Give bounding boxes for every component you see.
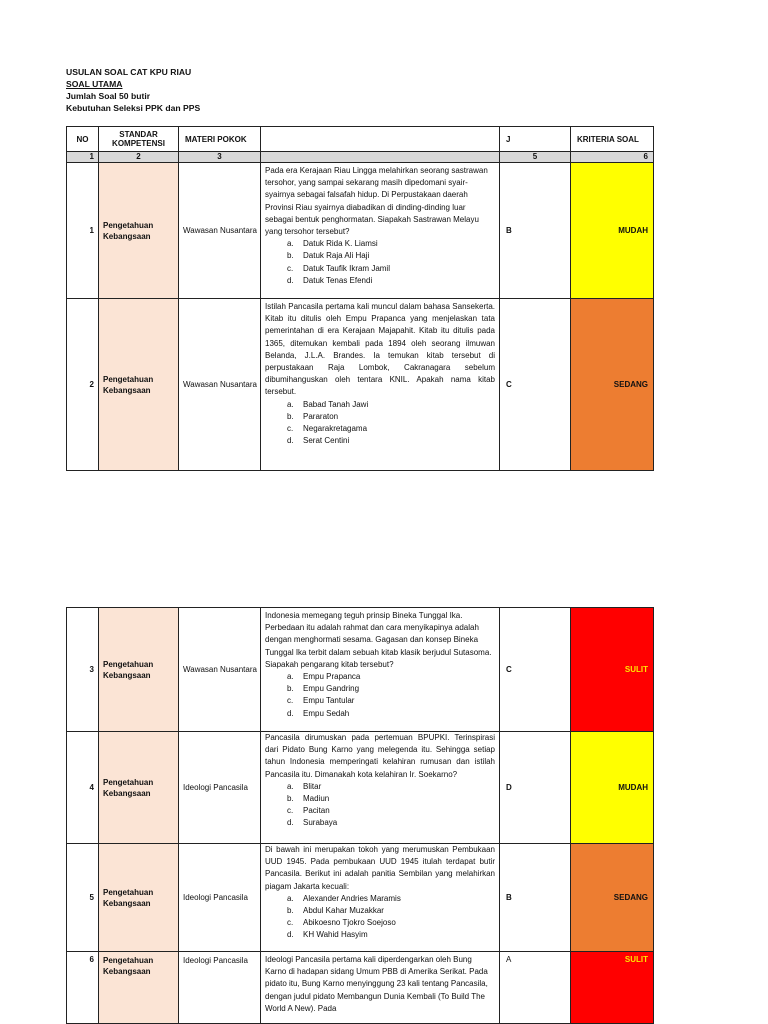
table-header-row <box>67 127 654 152</box>
standar-cell: Pengetahuan Kebangsaan <box>99 952 179 1024</box>
doc-title: USULAN SOAL CAT KPU RIAU <box>66 67 192 77</box>
doc-subtitle: SOAL UTAMA <box>66 79 123 89</box>
option-item: c. Empu Tantular <box>287 696 355 706</box>
materi-cell: Ideologi Pancasila <box>179 844 261 952</box>
option-list <box>265 781 495 830</box>
col-index: 1 <box>67 152 99 163</box>
option-item: c. Abikoesno Tjokro Soejoso <box>287 918 396 928</box>
option-item: d. Surabaya <box>287 818 338 828</box>
question-text: Di bawah ini merupakan tokoh yang merumuskan Pembukaan UUD 1945. Pada pembukaan UUD 1945 itulah terdapat butir Pancasila. Berikut ini adalah panitia Sembilan yang melahirkan piagam Jakarta kecuali: <box>265 845 495 891</box>
option-item: a. Empu Prapanca <box>287 672 361 682</box>
option-list <box>265 893 495 942</box>
question-cell <box>261 732 500 844</box>
option-list <box>265 238 495 287</box>
option-item: d. Serat Centini <box>287 436 350 446</box>
question-cell <box>261 844 500 952</box>
option-item: d. Empu Sedah <box>287 708 350 718</box>
col-materi-header: MATERI POKOK <box>179 127 261 152</box>
option-list <box>265 671 495 720</box>
option-item: b. Madiun <box>287 794 330 804</box>
col-index: 3 <box>179 152 261 163</box>
option-item: b. Abdul Kahar Muzakkar <box>287 906 384 916</box>
row-number: 1 <box>67 163 99 299</box>
option-item: b. Empu Gandring <box>287 684 360 694</box>
table-row <box>67 732 654 844</box>
difficulty-badge: SEDANG <box>571 844 654 952</box>
question-cell <box>261 299 500 471</box>
option-item: b. Datuk Raja Ali Haji <box>287 251 370 261</box>
materi-cell: Ideologi Pancasila <box>179 952 261 1024</box>
materi-cell: Wawasan Nusantara <box>179 163 261 299</box>
question-cell <box>261 952 500 1024</box>
standar-cell: Pengetahuan Kebangsaan <box>99 732 179 844</box>
difficulty-badge: SEDANG <box>571 299 654 471</box>
answer-key: C <box>500 608 571 732</box>
option-item: d. Datuk Tenas Efendi <box>287 275 373 285</box>
col-no-header: NO <box>67 127 99 152</box>
col-kriteria-header: KRITERIA SOAL <box>571 127 654 152</box>
row-number: 2 <box>67 299 99 471</box>
option-item: b. Pararaton <box>287 411 339 421</box>
selection-need: Kebutuhan Seleksi PPK dan PPS <box>66 103 201 113</box>
question-text: Pada era Kerajaan Riau Lingga melahirkan seorang sastrawan tersohor, yang sampai sekarang masih dipedomani syair-syairnya sebagai falsafah hidup. Di Perpustakaan daerah Provinsi Riau syairnya diabadikan di dinding-dinding luar sebagai bentuk penghormatan. Siapakah Sastrawan Melayu yang tersohor tersebut? <box>265 166 488 237</box>
option-item: a. Blitar <box>287 781 322 791</box>
question-text: Ideologi Pancasila pertama kali diperdengarkan oleh Bung Karno di hadapan sidang Umum PBB di Amerika Serikat. Pada pidato itu, Bung Karno menyinggung 23 kali tentang Pancasila, dengan judul pidato Membangun Dunia Kembali (To Build The World A New). Pada <box>265 955 488 1013</box>
question-cell <box>261 608 500 732</box>
row-number: 6 <box>67 952 99 1024</box>
materi-cell: Wawasan Nusantara <box>179 299 261 471</box>
standar-cell: Pengetahuan Kebangsaan <box>99 163 179 299</box>
option-item: a. Alexander Andries Maramis <box>287 893 401 903</box>
difficulty-badge: MUDAH <box>571 163 654 299</box>
standar-cell: Pengetahuan Kebangsaan <box>99 844 179 952</box>
difficulty-badge: SULIT <box>571 952 654 1024</box>
option-item: c. Datuk Taufik Ikram Jamil <box>287 263 390 273</box>
option-item: c. Pacitan <box>287 806 330 816</box>
row-number: 5 <box>67 844 99 952</box>
answer-key: C <box>500 299 571 471</box>
option-item: c. Negarakretagama <box>287 424 368 434</box>
table-row <box>67 952 654 1024</box>
difficulty-badge: MUDAH <box>571 732 654 844</box>
row-number: 3 <box>67 608 99 732</box>
col-index: 2 <box>99 152 179 163</box>
option-item: a. Datuk Rida K. Liamsi <box>287 239 378 249</box>
col-index: 6 <box>571 152 654 163</box>
standar-cell: Pengetahuan Kebangsaan <box>99 299 179 471</box>
col-standar-header: STANDAR KOMPETENSI <box>99 127 179 152</box>
table-row <box>67 163 654 299</box>
option-item: a. Babad Tanah Jawi <box>287 399 369 409</box>
option-list <box>265 399 495 448</box>
col-index: 5 <box>500 152 571 163</box>
col-index <box>261 152 500 163</box>
question-text: Pancasila dirumuskan pada pertemuan BPUPKI. Terinspirasi dari Pidato Bung Karno yang melegenda itu. Sehingga setiap tahun Indonesia memperingati kelahiran rumusan dan istilah Pancasila itu. Dimanakah kota kelahiran Ir. Soekarno? <box>265 733 495 779</box>
question-table-2 <box>66 607 654 1024</box>
question-count: Jumlah Soal 50 butir <box>66 91 151 101</box>
table-row <box>67 299 654 471</box>
question-cell <box>261 163 500 299</box>
col-j-header: J <box>500 127 571 152</box>
row-number: 4 <box>67 732 99 844</box>
table-row <box>67 608 654 732</box>
table-row <box>67 844 654 952</box>
standar-cell: Pengetahuan Kebangsaan <box>99 608 179 732</box>
answer-key: B <box>500 163 571 299</box>
answer-key: A <box>500 952 571 1024</box>
materi-cell: Ideologi Pancasila <box>179 732 261 844</box>
option-item: d. KH Wahid Hasyim <box>287 930 368 940</box>
col-soal-header <box>261 127 500 152</box>
question-text: Indonesia memegang teguh prinsip Bineka Tunggal Ika. Perbedaan itu adalah rahmat dan cara menyikapinya adalah dengan menghormati sesama. Gagasan dan konsep Bineka Tunggal Ika terbit dalam sebuah kitab klasik berjudul Sutasoma. Siapakah pengarang kitab tersebut? <box>265 611 492 669</box>
materi-cell: Wawasan Nusantara <box>179 608 261 732</box>
answer-key: B <box>500 844 571 952</box>
column-index-row <box>67 152 654 163</box>
answer-key: D <box>500 732 571 844</box>
difficulty-badge: SULIT <box>571 608 654 732</box>
question-text: Istilah Pancasila pertama kali muncul dalam bahasa Sansekerta. Kitab itu ditulis oleh Empu Prapanca yang menjelaskan tata pemerintahan di era Kerajaan Majapahit. Kitab itu ditulis pada 1365, ditemukan kembali pada 1894 oleh seorang ilmuwan Belanda, J.L.A. Brandes. Ia temukan kitab tersebut di perpustakaan Raja Lombok, Cakranagara sebelum dibumihanguskan oleh tentara KNIL. Apakah nama kitab tersebut. <box>265 302 495 397</box>
question-table-1 <box>66 126 654 471</box>
